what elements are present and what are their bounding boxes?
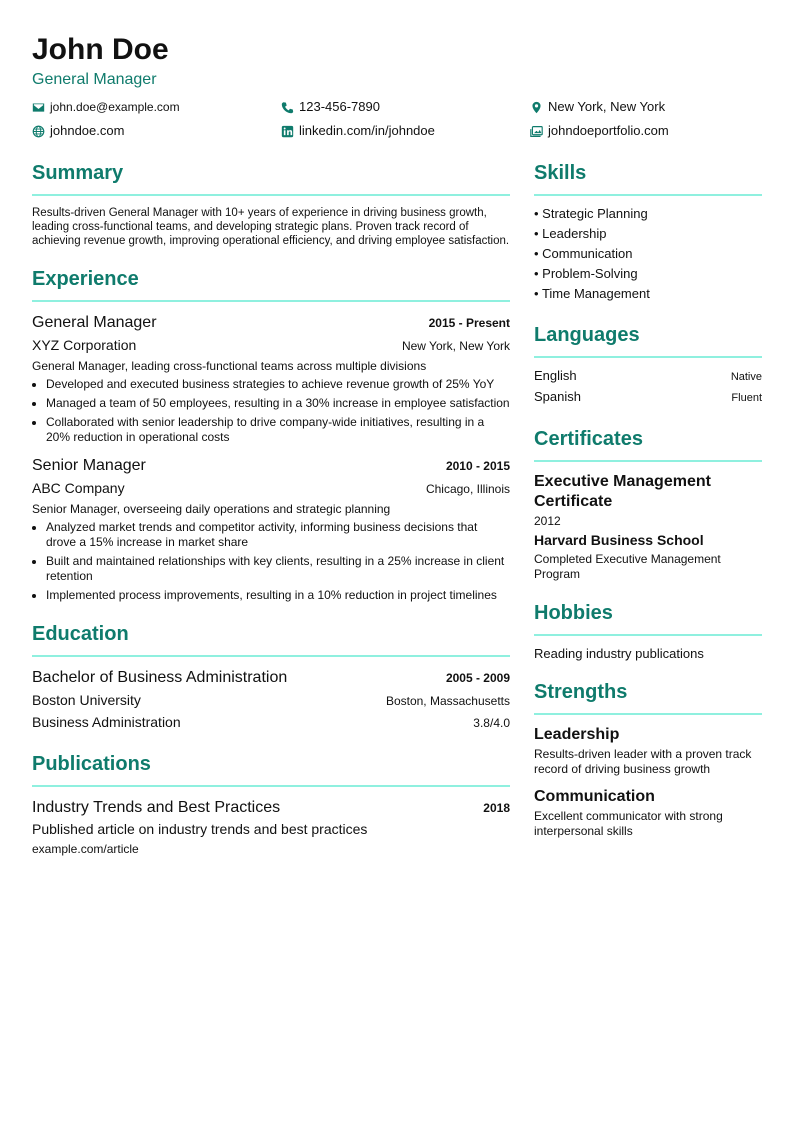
strength-description: Results-driven leader with a proven track record of driving business growth — [534, 747, 752, 776]
website-text: johndoe.com — [50, 123, 125, 138]
certificate-description: Completed Executive Management Program — [534, 552, 721, 581]
publication-year: 2018 — [483, 801, 510, 815]
languages-heading: Languages — [534, 322, 762, 358]
degree-name: Bachelor of Business Administration — [32, 669, 288, 686]
company-name: ABC Company — [32, 480, 125, 496]
candidate-name: John Doe — [32, 33, 169, 66]
envelope-icon — [32, 101, 45, 114]
summary-text: Results-driven General Manager with 10+ years of experience in driving business growth, leading cross-functional teams, and developing strategic plans. Proven track record of achieving revenue growth, improving operational efficiency, and driving employee satisfaction. — [32, 207, 510, 247]
job-bullets — [32, 520, 510, 603]
summary-heading: Summary — [32, 160, 510, 196]
language-level: Fluent — [731, 392, 762, 404]
contact-location — [530, 98, 762, 116]
language-level: Native — [730, 371, 762, 383]
skills-section — [534, 160, 762, 304]
strengths-heading: Strengths — [534, 679, 762, 715]
globe-icon — [32, 125, 45, 138]
job-title: General Manager — [32, 314, 157, 331]
bullet-item: • Developed and executed business strategies to achieve revenue growth of 25% YoY — [46, 377, 510, 392]
job-title: Senior Manager — [32, 457, 146, 474]
email-text: john.doe@example.com — [50, 100, 180, 114]
school-location: Boston, Massachusetts — [385, 694, 510, 708]
job-description: General Manager, leading cross-functional teams across multiple divisions — [32, 359, 427, 373]
phone-icon — [281, 101, 294, 114]
hobbies-section — [534, 600, 762, 661]
portfolio-text: johndoeportfolio.com — [548, 123, 669, 138]
experience-section — [32, 266, 510, 603]
publication-description: Published article on industry trends and best practices — [32, 821, 368, 837]
experience-heading: Experience — [32, 266, 510, 302]
school-name: Boston University — [32, 692, 141, 708]
strengths-section — [534, 679, 762, 839]
publication-link[interactable]: example.com/article — [32, 842, 139, 856]
resume-header — [32, 32, 762, 140]
skill-item: • Communication — [534, 246, 633, 261]
languages-list — [534, 366, 762, 408]
portfolio-icon — [530, 125, 543, 138]
certificates-heading: Certificates — [534, 426, 762, 462]
job-description: Senior Manager, overseeing daily operations and strategic planning — [32, 502, 391, 516]
publication-title: Industry Trends and Best Practices — [32, 799, 281, 816]
bullet-item: • Managed a team of 50 employees, resulting in a 30% increase in employee satisfaction — [46, 396, 510, 411]
skills-list — [534, 204, 762, 304]
publications-heading: Publications — [32, 751, 510, 787]
hobbies-heading: Hobbies — [534, 600, 762, 636]
map-pin-icon — [530, 101, 543, 114]
candidate-title: General Manager — [32, 71, 157, 88]
bullet-item: • Analyzed market trends and competitor activity, informing business decisions that drove a 15% increase in market share — [46, 520, 510, 550]
job-bullets — [32, 377, 510, 445]
publication-entry — [32, 797, 510, 857]
job-location: Chicago, Illinois — [425, 482, 510, 496]
contact-phone[interactable] — [281, 98, 530, 116]
bullet-item: • Implemented process improvements, resulting in a 10% reduction in project timelines — [46, 588, 510, 603]
linkedin-text: linkedin.com/in/johndoe — [299, 123, 435, 138]
language-name: English — [534, 368, 577, 383]
field-of-study: Business Administration — [32, 714, 181, 730]
skill-item: • Problem-Solving — [534, 266, 638, 281]
contact-portfolio[interactable] — [530, 122, 762, 140]
job-dates: 2015 - Present — [428, 316, 510, 330]
right-column — [534, 160, 762, 857]
education-section — [32, 621, 510, 733]
certificate-title: Executive Management Certificate — [534, 473, 711, 510]
contact-grid — [32, 98, 762, 140]
experience-entry — [32, 455, 510, 603]
summary-section — [32, 160, 510, 248]
language-item — [534, 366, 762, 387]
job-location: New York, New York — [401, 339, 510, 353]
education-dates: 2005 - 2009 — [445, 671, 510, 685]
experience-entry — [32, 312, 510, 445]
phone-text: 123-456-7890 — [299, 99, 380, 114]
language-name: Spanish — [534, 389, 581, 404]
skills-heading: Skills — [534, 160, 762, 196]
certificates-section — [534, 426, 762, 582]
gpa: 3.8/4.0 — [473, 716, 510, 730]
education-heading: Education — [32, 621, 510, 657]
linkedin-icon — [281, 125, 294, 138]
contact-website[interactable] — [32, 122, 281, 140]
language-item — [534, 387, 762, 408]
hobby-item: Reading industry publications — [534, 646, 704, 661]
skill-item: • Time Management — [534, 286, 650, 301]
contact-linkedin[interactable] — [281, 122, 530, 140]
location-text: New York, New York — [548, 99, 666, 114]
certificate-year: 2012 — [534, 514, 561, 528]
job-dates: 2010 - 2015 — [445, 459, 510, 473]
strength-title: Leadership — [534, 726, 620, 743]
certificate-issuer: Harvard Business School — [534, 532, 704, 548]
strength-title: Communication — [534, 788, 655, 805]
left-column — [32, 160, 510, 875]
languages-section — [534, 322, 762, 408]
skill-item: • Strategic Planning — [534, 206, 648, 221]
skill-item: • Leadership — [534, 226, 607, 241]
strength-description: Excellent communicator with strong interpersonal skills — [534, 809, 723, 838]
education-entry — [32, 667, 510, 733]
bullet-item: • Built and maintained relationships with key clients, resulting in a 25% increase in client retention — [46, 554, 510, 584]
publications-section — [32, 751, 510, 857]
bullet-item: • Collaborated with senior leadership to drive company-wide initiatives, resulting in a 20% reduction in operational costs — [46, 415, 510, 445]
contact-email[interactable] — [32, 98, 281, 116]
company-name: XYZ Corporation — [32, 337, 137, 353]
